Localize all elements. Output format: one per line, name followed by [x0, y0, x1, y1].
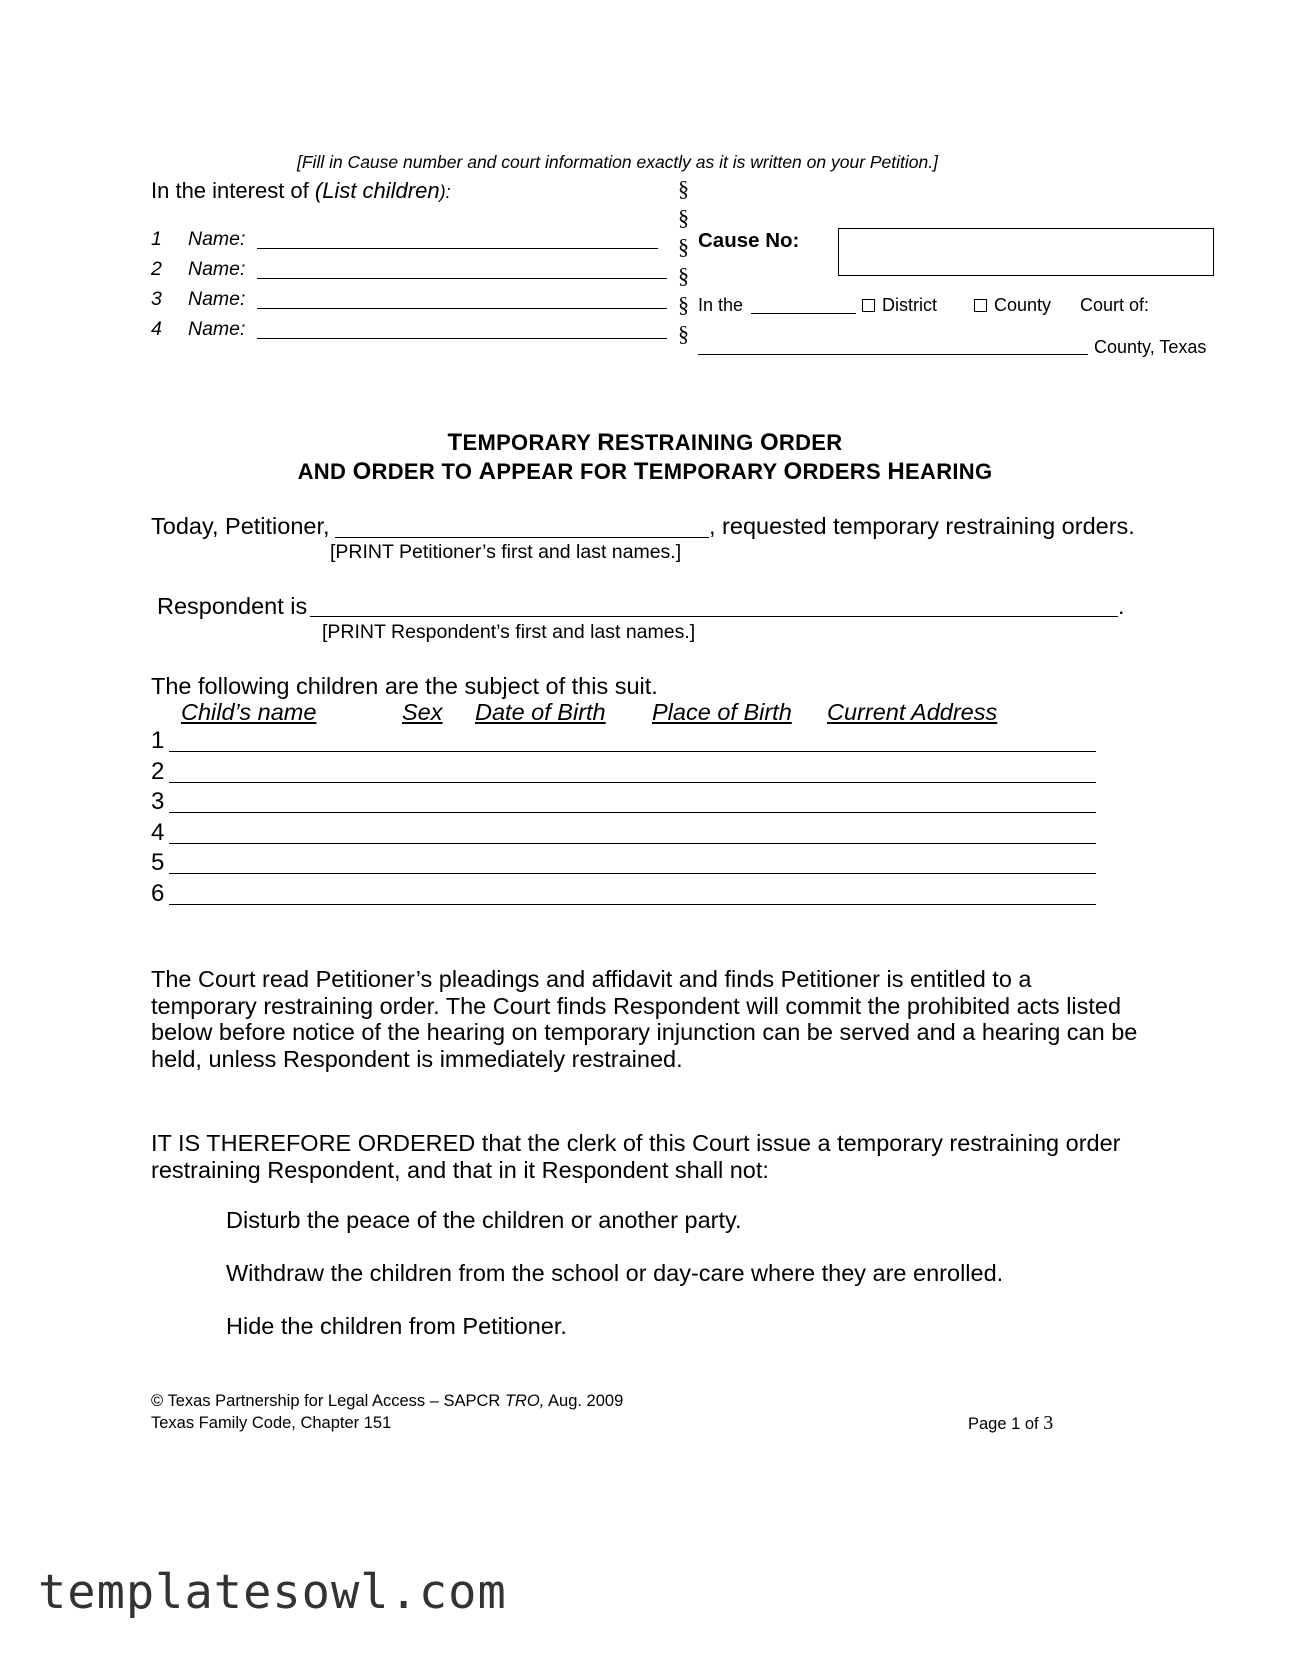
petitioner-suffix: , requested temporary restraining orders. — [709, 513, 1135, 539]
title-fragment: T — [633, 458, 649, 485]
page-number — [968, 1412, 1053, 1435]
county-name-blank[interactable] — [698, 354, 1088, 355]
respondent-suffix: . — [1118, 593, 1125, 619]
interest-label — [151, 178, 451, 204]
title-fragment: EARING — [905, 459, 993, 484]
name-row-label: Name: — [188, 318, 246, 340]
cause-label: Cause No: — [698, 229, 800, 252]
ordered-paragraph: IT IS THEREFORE ORDERED that the clerk of this Court issue a temporary restraining order restraining Respondent, and that in it Respondent shall not: — [151, 1130, 1121, 1183]
copyright-italic: TRO, — [504, 1392, 545, 1410]
child-row-blank[interactable] — [169, 782, 1096, 783]
section-mark: § — [678, 234, 689, 259]
child-row-blank[interactable] — [169, 843, 1096, 844]
child-name-blank[interactable] — [257, 338, 667, 339]
title-fragment: A — [478, 458, 497, 485]
county-checkbox[interactable] — [974, 299, 987, 312]
in-the-label: In the — [698, 295, 744, 315]
title-fragment: T — [447, 429, 463, 456]
child-row-blank[interactable] — [169, 904, 1096, 905]
interest-label-text: In the interest of — [151, 178, 315, 203]
instruction-text: [Fill in Cause number and court information exactly as it is written on your Petition.] — [297, 152, 938, 172]
children-column-header: Child’s name — [181, 699, 317, 725]
petitioner-hint: [PRINT Petitioner’s first and last names.] — [330, 541, 682, 563]
children-column-header: Date of Birth — [475, 699, 606, 725]
court-number-blank[interactable] — [751, 313, 856, 314]
title-fragment: PPEAR FOR — [496, 459, 634, 484]
child-row-blank[interactable] — [169, 751, 1096, 752]
child-row-number: 2 — [151, 757, 165, 785]
title-line-1-text — [448, 430, 843, 455]
child-row-blank[interactable] — [169, 812, 1096, 813]
district-label: District — [882, 295, 937, 315]
name-row-label: Name: — [188, 228, 246, 250]
child-row-number: 4 — [151, 818, 165, 846]
prohibited-act: Hide the children from Petitioner. — [226, 1313, 567, 1339]
name-row-number: 3 — [151, 288, 162, 310]
title-fragment: AND — [297, 459, 353, 484]
cause-number-field[interactable] — [838, 228, 1214, 276]
section-mark: § — [678, 321, 689, 346]
child-name-blank[interactable] — [257, 308, 667, 309]
prohibited-act: Withdraw the children from the school or day-care where they are enrolled. — [226, 1260, 1004, 1286]
name-row-number: 4 — [151, 318, 162, 340]
title-fragment: ESTRAINING — [614, 430, 760, 455]
title-fragment: O — [759, 429, 779, 456]
copyright-prefix: © Texas Partnership for Legal Access – SAPCR — [151, 1392, 505, 1410]
children-intro: The following children are the subject of this suit. — [151, 673, 658, 699]
children-column-header: Sex — [402, 699, 443, 725]
child-row-number: 3 — [151, 788, 165, 815]
child-row-number: 5 — [151, 849, 165, 876]
section-mark: § — [678, 205, 689, 230]
title-fragment: RDER — [778, 430, 843, 455]
prohibited-act: Disturb the peace of the children or another party. — [226, 1207, 742, 1233]
court-of-label: Court of: — [1080, 295, 1150, 315]
county-option[interactable] — [974, 295, 1051, 316]
children-column-header: Place of Birth — [652, 699, 792, 725]
title-line-2 — [0, 458, 1290, 486]
title-fragment: O — [783, 458, 803, 485]
title-fragment: R — [597, 429, 615, 456]
title-line-1 — [0, 429, 1290, 457]
name-row-number: 1 — [151, 228, 162, 250]
findings-paragraph: The Court read Petitioner’s pleadings and affidavit and finds Petitioner is entitled to a temporary restraining order. The Court finds Respondent will commit the prohibited acts listed below before notice of the hearing on temporary injunction can be served and a hearing can be held, unless Respondent is immediately restrained. — [151, 966, 1138, 1072]
interest-tail: ): — [439, 182, 451, 202]
watermark-logo: templatesowl.com — [38, 1565, 507, 1620]
section-mark: § — [678, 176, 689, 201]
petitioner-prefix: Today, Petitioner, — [151, 513, 330, 539]
section-mark: § — [678, 263, 689, 288]
title-fragment: RDERS — [802, 459, 888, 484]
child-name-blank[interactable] — [257, 248, 658, 249]
footer-code: Texas Family Code, Chapter 151 — [151, 1414, 392, 1432]
name-row-label: Name: — [188, 288, 246, 310]
name-row-number: 2 — [151, 258, 162, 280]
child-row-blank[interactable] — [169, 873, 1096, 874]
county-label: County — [994, 295, 1052, 315]
copyright-suffix: Aug. 2009 — [544, 1392, 624, 1410]
section-mark: § — [678, 292, 689, 317]
respondent-name-blank[interactable] — [310, 616, 1118, 617]
respondent-hint: [PRINT Respondent’s first and last names.] — [322, 621, 696, 643]
child-row-number: 1 — [151, 727, 165, 754]
title-fragment: EMPORARY — [648, 459, 784, 484]
petitioner-name-blank[interactable] — [335, 537, 709, 538]
page-total: 3 — [1043, 1412, 1054, 1434]
children-column-header: Current Address — [827, 699, 998, 725]
title-fragment: O — [352, 458, 372, 485]
child-row-number: 6 — [151, 879, 165, 907]
county-texas-label: County, Texas — [1094, 337, 1207, 357]
page-prefix: Page 1 of — [968, 1415, 1044, 1433]
title-line-2-text — [298, 459, 993, 484]
title-fragment: RDER TO — [371, 459, 479, 484]
district-option[interactable] — [862, 295, 937, 316]
child-name-blank[interactable] — [257, 278, 667, 279]
district-checkbox[interactable] — [862, 299, 875, 312]
footer-copyright — [151, 1392, 623, 1411]
title-fragment: H — [887, 458, 906, 485]
title-fragment: EMPORARY — [462, 430, 598, 455]
interest-italic: (List children — [314, 178, 440, 203]
name-row-label: Name: — [188, 258, 246, 280]
respondent-prefix: Respondent is — [157, 593, 308, 619]
